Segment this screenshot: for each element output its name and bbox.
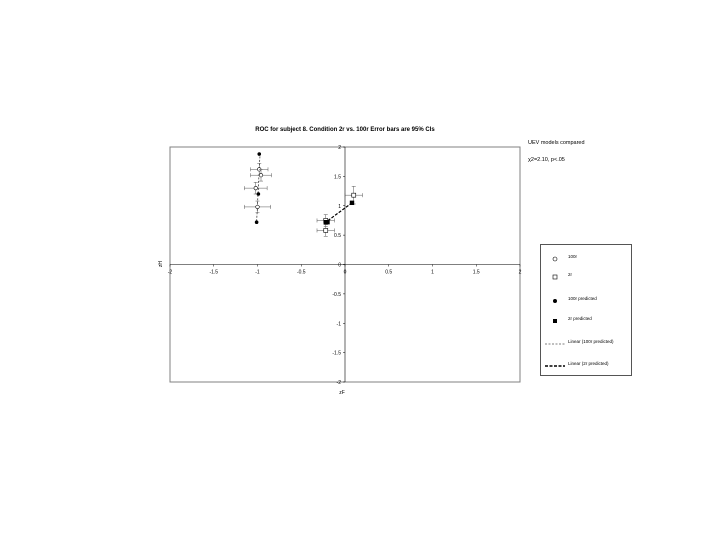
y-tick-label: 1.5 [334, 174, 341, 181]
legend-label: Linear (2r predicted) [568, 361, 609, 366]
bold-dashed-line-icon [545, 362, 565, 370]
legend-label: 2r [568, 272, 573, 277]
y-tick-label: 2 [338, 145, 341, 151]
y-tick-label: -0.5 [332, 291, 341, 298]
x-tick-label: 2 [518, 269, 522, 276]
legend-item-2r [541, 271, 631, 283]
dashed-line-icon [545, 340, 565, 348]
point-2r-predicted [324, 220, 328, 224]
legend-item-100r [541, 253, 631, 265]
point-2r [352, 193, 356, 197]
y-tick-label: 0.5 [334, 233, 341, 240]
filled-circle-icon [545, 297, 565, 305]
x-tick-label: 1.5 [472, 269, 480, 276]
filled-square-icon [545, 317, 565, 325]
legend-item-linear-2r [541, 360, 631, 372]
x-tick-label: -0.5 [296, 269, 306, 276]
legend [540, 244, 632, 376]
point-2r [324, 228, 328, 232]
annotation-models: UEV models compared [528, 140, 585, 146]
x-tick-label: -2 [167, 269, 173, 276]
y-tick-label: -1.5 [332, 350, 341, 357]
chart-title: ROC for subject 8. Condition 2r vs. 100r Error bars are 95% CIs [255, 127, 435, 133]
point-100r [256, 205, 260, 209]
y-tick-label: -2 [336, 380, 341, 386]
point-2r-predicted [350, 201, 354, 205]
legend-item-2r-predicted [541, 315, 631, 327]
open-circle-icon [545, 255, 565, 263]
tick-labels [168, 145, 522, 386]
axes [167, 147, 520, 382]
y-tick-label: -1 [336, 321, 341, 328]
legend-label: 100r [568, 254, 578, 259]
x-tick-label: 1 [431, 269, 434, 276]
trend-lines [257, 153, 352, 222]
open-square-icon [545, 273, 565, 281]
legend-item-100r-predicted [541, 295, 631, 307]
legend-label: 2r predicted [568, 316, 592, 321]
x-tick-label: 0.5 [385, 269, 393, 276]
point-100r [259, 173, 263, 177]
y-tick-label: 1 [338, 203, 341, 210]
legend-label: Linear (100r predicted) [568, 339, 614, 344]
legend-item-linear-100r [541, 338, 631, 350]
x-tick-label: 0 [343, 269, 347, 276]
y-axis-label: zH [158, 260, 164, 268]
x-tick-label: -1 [255, 269, 260, 276]
point-100r-predicted [257, 192, 261, 196]
x-axis-label: zF [339, 390, 345, 396]
annotation-chi-square: χ2=2.10, p<.05 [528, 157, 565, 163]
x-tick-label: -1.5 [209, 269, 219, 276]
point-100r [254, 186, 258, 190]
y-tick-label: 0 [338, 262, 341, 269]
point-100r-predicted [255, 220, 259, 224]
point-100r-predicted [257, 152, 261, 156]
legend-label: 100r predicted [568, 296, 597, 301]
